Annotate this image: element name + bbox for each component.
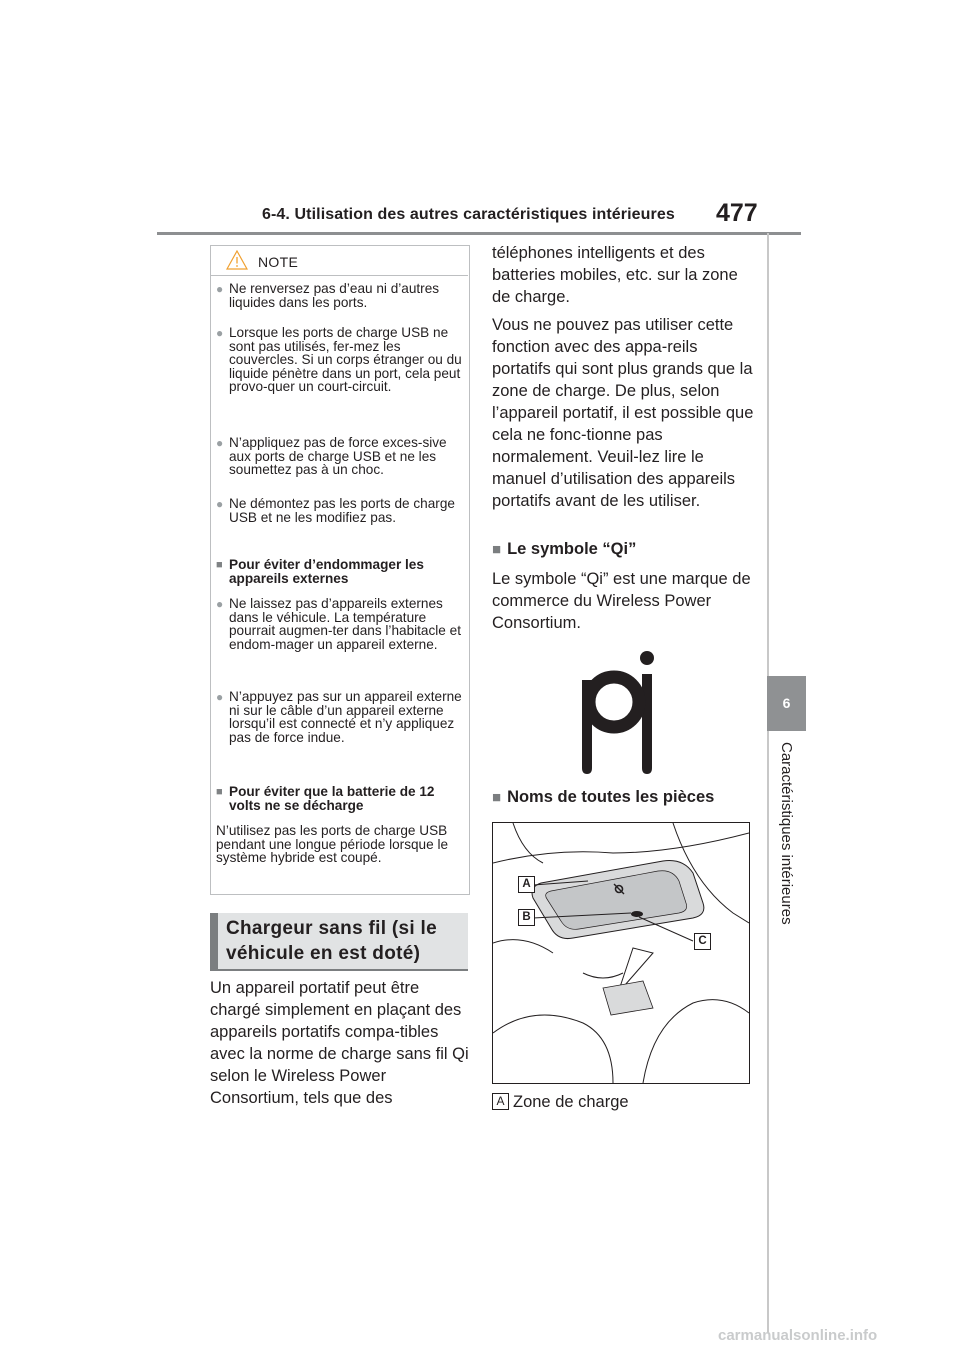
chapter-tab[interactable]: 6 xyxy=(767,676,806,731)
square-bullet-icon: ■ xyxy=(492,789,502,806)
note-item-text: N’appliquez pas de force exces-sive aux ports de charge USB et ne les soumettez pas à un choc. xyxy=(229,435,447,477)
legend-letter: A xyxy=(492,1093,509,1110)
bullet-icon: ● xyxy=(216,597,224,611)
subheading-qi-symbol xyxy=(492,540,636,559)
body-paragraph: Le symbole “Qi” est une marque de commerce du Wireless Power Consortium. xyxy=(492,570,751,632)
subheading-text: Noms de toutes les pièces xyxy=(507,788,715,806)
note-subheading-text: Pour éviter que la batterie de 12 volts ne se décharge xyxy=(229,784,435,813)
bullet-icon: ● xyxy=(216,282,224,296)
console-illustration xyxy=(493,823,749,1083)
callout-a: A xyxy=(518,876,535,893)
body-paragraph: Vous ne pouvez pas utiliser cette fonction avec des appa-reils portatifs qui sont plus grands que la zone de charge. De plus, selon l’appareil portatif, il est possible que cela ne fonc-tionne pas normalement. Veuil-lez lire le manuel d’utilisation des appareils portatifs avant de les utiliser. xyxy=(492,316,754,510)
note-item-text: N’appuyez pas sur un appareil externe ni sur le câble d’un appareil externe lorsqu’il est connecté et n’y appliquez pas de force indue. xyxy=(229,689,462,745)
note-item xyxy=(216,326,464,394)
note-item-text: Ne démontez pas les ports de charge USB et ne les modifiez pas. xyxy=(229,496,455,525)
wireless-charger-figure xyxy=(492,822,750,1084)
section-header-title: 6-4. Utilisation des autres caractéristiques intérieures xyxy=(262,206,675,223)
note-header xyxy=(210,245,468,276)
note-subheading xyxy=(216,785,464,812)
square-bullet-icon: ■ xyxy=(216,786,223,798)
body-paragraph: Un appareil portatif peut être chargé simplement en plaçant des appareils portatifs compa-tibles avec la norme de charge sans fil Qi selon le Wireless Power Consortium, tels que des xyxy=(210,979,469,1107)
header-rule xyxy=(157,232,801,235)
bullet-icon: ● xyxy=(216,497,224,511)
note-item xyxy=(216,282,464,309)
watermark[interactable]: carmanualsonline.info xyxy=(718,1327,878,1344)
page-number: 477 xyxy=(716,199,758,227)
note-item xyxy=(216,690,464,744)
callout-c: C xyxy=(694,933,711,950)
qi-logo-icon xyxy=(578,650,672,780)
note-subheading-text: Pour éviter d’endommager les appareils externes xyxy=(229,557,424,586)
section-heading-bar xyxy=(210,913,218,969)
legend-text: Zone de charge xyxy=(513,1093,629,1111)
section-title: Chargeur sans fil (si le véhicule en est doté) xyxy=(226,918,437,964)
bullet-icon: ● xyxy=(216,690,224,704)
square-bullet-icon: ■ xyxy=(492,541,502,558)
side-rule xyxy=(767,233,769,1333)
subheading-parts xyxy=(492,788,714,807)
bullet-icon: ● xyxy=(216,326,224,340)
note-item-text: Ne renversez pas d’eau ni d’autres liquides dans les ports. xyxy=(229,281,440,310)
note-item-text: Ne laissez pas d’appareils externes dans le véhicule. La température pourrait augmen-ter dans l’habitacle et endom-mager un appareil externe. xyxy=(229,596,461,652)
subheading-text: Le symbole “Qi” xyxy=(507,540,637,558)
section-heading-rule xyxy=(210,969,468,971)
square-bullet-icon: ■ xyxy=(216,559,223,571)
note-item xyxy=(216,597,464,651)
note-item xyxy=(216,497,464,524)
body-paragraph: téléphones intelligents et des batteries mobiles, etc. sur la zone de charge. xyxy=(492,244,738,306)
callout-b: B xyxy=(518,909,535,926)
note-subheading xyxy=(216,558,464,585)
note-label: NOTE xyxy=(258,254,299,270)
note-paragraph: N’utilisez pas les ports de charge USB pendant une longue période lorsque le système hybride est coupé. xyxy=(216,823,449,865)
warning-triangle-icon xyxy=(226,250,248,270)
note-item xyxy=(216,436,464,477)
bullet-icon: ● xyxy=(216,436,224,450)
note-item-text: Lorsque les ports de charge USB ne sont pas utilisés, fer-mez les couvercles. Si un corps étranger ou du liquide pénètre dans un port, cela peut provo-quer un court-circuit. xyxy=(229,325,462,394)
chapter-label: Caractéristiques intérieures xyxy=(778,742,795,925)
